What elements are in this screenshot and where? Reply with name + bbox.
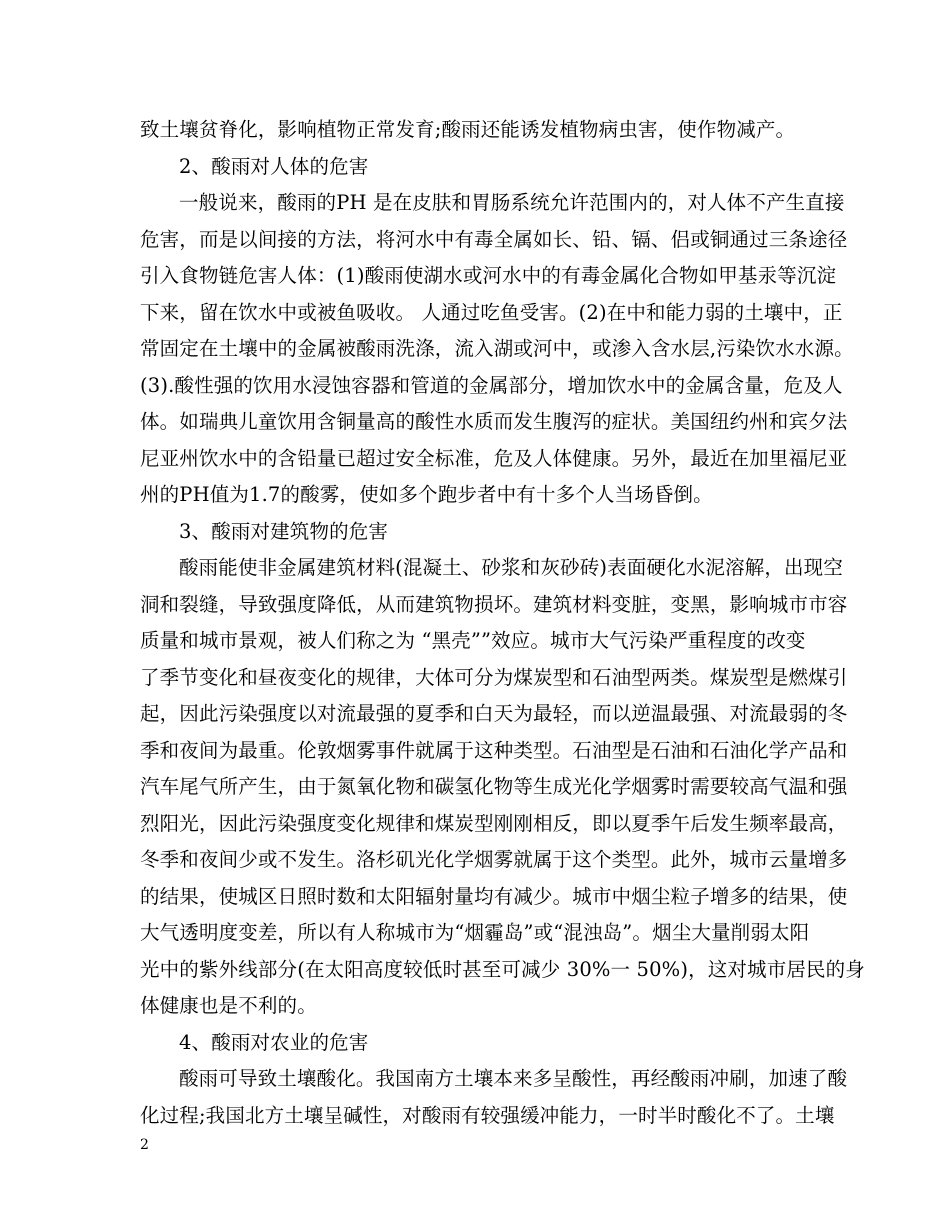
text-line: 危害，而是以间接的方法，将河水中有毒全属如长、铅、镉、侣或铜通过三条途径 (140, 227, 848, 251)
body-text (140, 112, 865, 1134)
text-line: 质量和城市景观，被人们称之为 “黑壳””效应。城市大气污染严重程度的改变 (140, 629, 806, 652)
text-line: 起，因此污染强度以对流最强的夏季和白天为最轻，而以逆温最强、对流最弱的冬 (140, 702, 848, 725)
section-heading-human-harm: 2、酸雨对人体的危害 (179, 154, 369, 178)
text-line: 体。如瑞典儿童饮用含铜量高的酸性水质而发生腹泻的症状。美国纽约州和宾夕法 (140, 410, 848, 433)
text-line: 体健康也是不利的。 (140, 994, 317, 1017)
text-line: 光中的紫外线部分(在太阳高度较低时甚至可减少 30%一 50%)，这对城市居民的身 (140, 957, 865, 981)
text-line: 致土壤贫脊化，影响植物正常发育;酸雨还能诱发植物病虫害，使作物减产。 (140, 118, 796, 141)
text-line: 冬季和夜间少或不发生。洛杉矶光化学烟雾就属于这个类型。此外，城市云量增多 (140, 848, 848, 871)
section-heading-building-harm: 3、酸雨对建筑物的危害 (179, 519, 389, 543)
text-line: 引入食物链危害人体：(1)酸雨使湖水或河水中的有毒金属化合物如甲基汞等沉淀 (140, 264, 837, 287)
text-line: 的结果，使城区日照时数和太阳辐射量均有减少。城市中烟尘粒子增多的结果，使 (140, 884, 848, 908)
text-line: 洞和裂缝，导致强度降低，从而建筑物损坏。建筑材料变脏，变黑，影响城市市容 (140, 592, 848, 616)
text-line: 下来，留在饮水中或被鱼吸收。 人通过吃鱼受害。(2)在中和能力弱的土壤中，正 (140, 300, 843, 324)
text-line: 酸雨能使非金属建筑材料(混凝土、砂浆和灰砂砖)表面硬化水泥溶解，出现空 (179, 556, 843, 579)
page-number: 2 (140, 1137, 149, 1153)
text-line: (3).酸性强的饮用水浸蚀容器和管道的金属部分，增加饮水中的金属含量，危及人 (140, 373, 843, 397)
text-line: 汽车尾气所产生，由于氮氧化物和碳氢化物等生成光化学烟雾时需要较高气温和强 (140, 775, 848, 798)
text-line: 烈阳光，因此污染强度变化规律和煤炭型刚刚相反，即以夏季午后发生频率最高， (140, 811, 848, 835)
text-line: 化过程;我国北方土壤呈碱性，对酸雨有较强缓冲能力，一时半时酸化不了。土壤 (140, 1103, 835, 1127)
text-line: 了季节变化和昼夜变化的规律，大体可分为煤炭型和石油型两类。煤炭型是燃煤引 (140, 665, 848, 689)
text-line: 酸雨可导致土壤酸化。我国南方土壤本来多呈酸性，再经酸雨冲刷，加速了酸 (179, 1067, 848, 1090)
section-heading-agriculture-harm: 4、酸雨对农业的危害 (179, 1030, 369, 1054)
text-line: 州的PH值为1.7的酸雾，使如多个跑步者中有十多个人当场昏倒。 (140, 483, 713, 506)
text-line: 一般说来，酸雨的PH 是在皮肤和胃肠系统允许范围内的，对人体不产生直接 (179, 191, 845, 214)
text-line: 大气透明度变差，所以有人称城市为“烟霾岛”或“混浊岛”。烟尘大量削弱太阳 (140, 921, 810, 944)
text-line: 季和夜间为最重。伦敦烟雾事件就属于这种类型。石油型是石油和石油化学产品和 (140, 738, 848, 762)
text-line: 尼亚州饮水中的含铅量已超过安全标准，危及人体健康。另外，最近在加里福尼亚 (140, 446, 848, 470)
text-line: 常固定在土壤中的金属被酸雨洗涤，流入湖或河中，或渗入含水层,污染饮水水源。 (140, 337, 854, 360)
